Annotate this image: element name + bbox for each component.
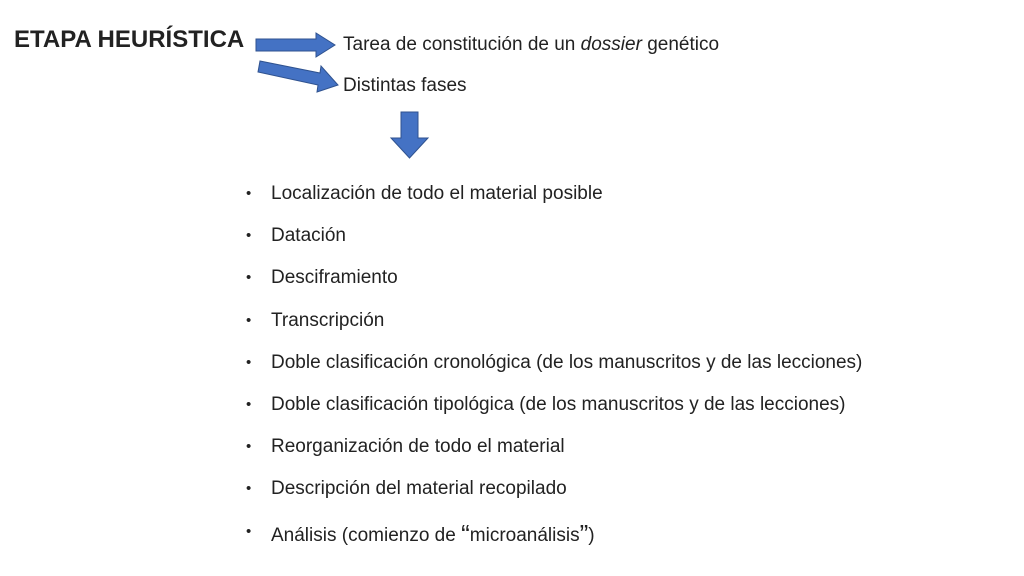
right-arrow-icon xyxy=(256,33,335,57)
bullet-icon: • xyxy=(246,311,252,329)
bullet-icon: • xyxy=(246,438,252,456)
phases-list xyxy=(246,180,862,560)
list-item xyxy=(246,307,862,349)
list-item-label: Datación xyxy=(271,225,346,247)
list-item xyxy=(246,433,862,475)
analysis-text-start: Análisis (comienzo de xyxy=(271,524,462,546)
list-item xyxy=(246,391,862,433)
down-arrow-icon xyxy=(391,112,428,158)
bullet-icon: • xyxy=(246,395,252,413)
diagonal-arrow-icon xyxy=(258,61,338,92)
bullet-icon: • xyxy=(246,522,252,540)
bullet-icon: • xyxy=(246,480,252,498)
dossier-description xyxy=(343,34,719,56)
close-quote: ” xyxy=(579,518,589,549)
list-item xyxy=(246,264,862,306)
quoted-word: microanálisis xyxy=(469,524,580,546)
list-item-label: Doble clasificación cronológica (de los manuscritos y de las lecciones) xyxy=(271,351,863,373)
list-item-label: Doble clasificación tipológica (de los manuscritos y de las lecciones) xyxy=(271,393,846,415)
line1-text-end: genético xyxy=(641,34,720,55)
bullet-icon: • xyxy=(246,353,252,371)
line1-italic-word: dossier xyxy=(580,34,642,55)
bullet-icon: • xyxy=(246,185,252,202)
list-item-label: Localización de todo el material posible xyxy=(271,183,603,204)
list-item-label xyxy=(271,518,595,549)
bullet-icon: • xyxy=(246,269,252,287)
list-item xyxy=(246,222,862,264)
analysis-text-end: ) xyxy=(588,524,595,546)
list-item-label: Transcripción xyxy=(271,309,385,331)
list-item-label: Desciframiento xyxy=(271,267,398,289)
list-item-label: Descripción del material recopilado xyxy=(271,478,567,500)
list-item xyxy=(246,180,862,222)
open-quote: “ xyxy=(461,518,470,549)
bullet-icon: • xyxy=(246,227,252,245)
slide-title: ETAPA HEURÍSTICA xyxy=(14,26,245,53)
phases-label: Distintas fases xyxy=(343,75,467,96)
list-item-label: Reorganización de todo el material xyxy=(271,436,565,458)
line1-text-start: Tarea de constitución de un xyxy=(343,34,581,55)
list-item xyxy=(246,518,862,560)
list-item xyxy=(246,475,862,517)
list-item xyxy=(246,349,862,391)
